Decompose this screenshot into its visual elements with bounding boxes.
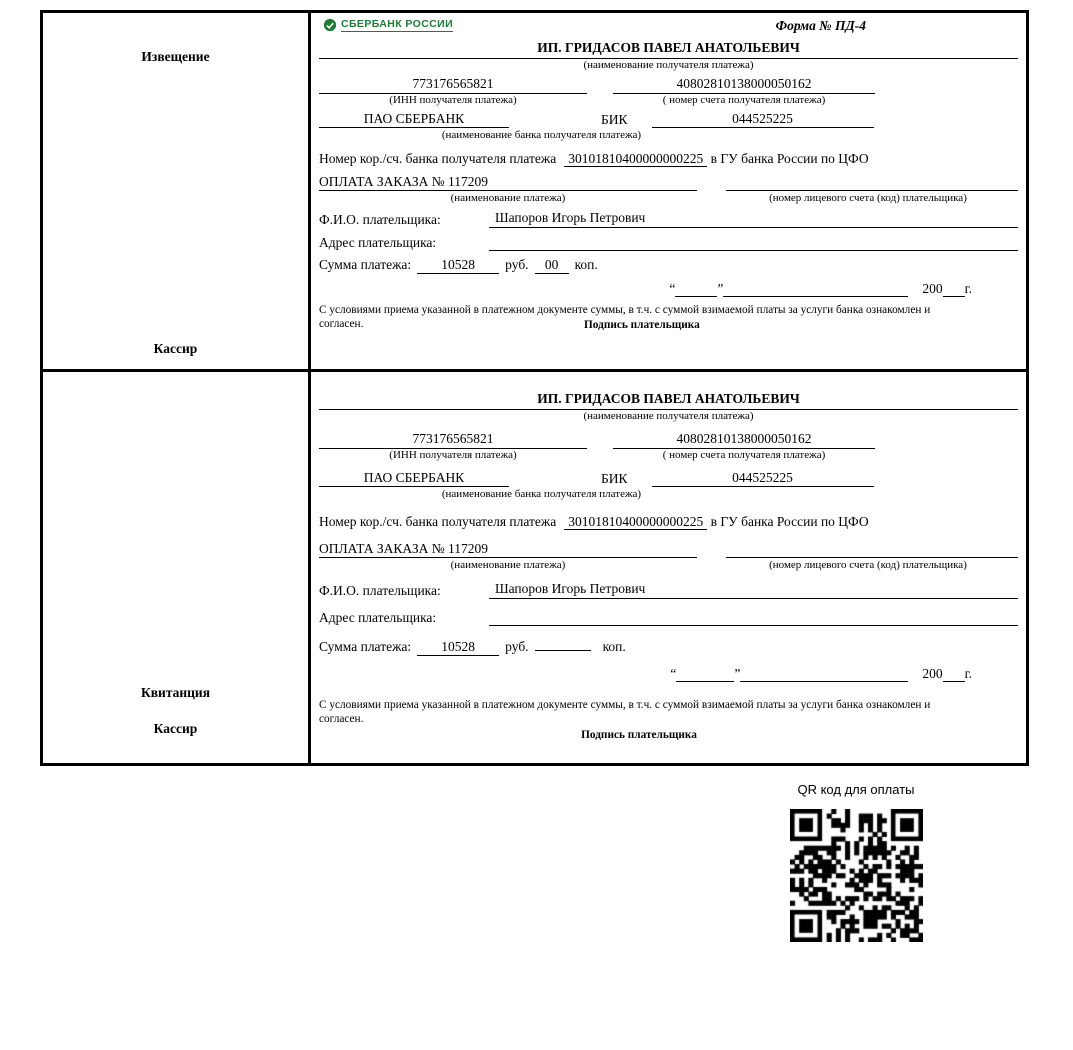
payment-purpose: ОПЛАТА ЗАКАЗА № 117209 <box>319 174 697 191</box>
rub-label: руб. <box>505 638 529 654</box>
payee-name-caption: (наименование получателя платежа) <box>583 410 754 422</box>
payer-fio: Шапоров Игорь Петрович <box>489 210 1018 228</box>
kop-label: коп. <box>602 638 626 654</box>
bank-name: ПАО СБЕРБАНК <box>319 111 509 128</box>
bik-label: БИК <box>601 112 628 128</box>
inn-caption: (ИНН получателя платежа) <box>389 448 517 461</box>
corr-account-number: 30101810400000000225 <box>564 514 707 530</box>
bank-name: ПАО СБЕРБАНК <box>319 470 509 487</box>
account-group <box>613 431 875 462</box>
amount-kopecks: 00 <box>535 257 569 274</box>
year-suffix: г. <box>964 280 972 296</box>
purpose-row <box>319 174 1018 191</box>
year-blank <box>943 282 965 297</box>
qr-code <box>790 809 923 942</box>
rub-label: руб. <box>505 256 529 272</box>
year-prefix: 200 <box>922 665 943 681</box>
notice-label: Извещение <box>141 49 210 64</box>
inn-group <box>319 431 587 462</box>
payee-inn: 773176565821 <box>319 76 587 94</box>
receipt-side-column <box>43 372 311 763</box>
quote-close: ” <box>717 280 724 296</box>
amount-rubles: 10528 <box>417 639 499 656</box>
kopecks-blank <box>535 636 591 651</box>
notice-header-row <box>319 18 1018 39</box>
personal-account-blank <box>726 176 1018 191</box>
corr-suffix: в ГУ банка России по ЦФО <box>710 150 869 166</box>
date-row <box>319 666 972 682</box>
payer-fio-row <box>319 581 1018 599</box>
date-day-blank <box>676 667 734 682</box>
purpose-row <box>319 541 1018 558</box>
payment-purpose: ОПЛАТА ЗАКАЗА № 117209 <box>319 541 697 558</box>
bank-row <box>319 111 1018 128</box>
payee-name-caption: (наименование получателя платежа) <box>583 59 754 71</box>
fio-label: Ф.И.О. плательщика: <box>319 211 441 227</box>
sum-label: Сумма платежа: <box>319 256 412 272</box>
corr-label: Номер кор./сч. банка получателя платежа <box>319 150 557 166</box>
receipt-label: Квитанция <box>140 685 211 700</box>
inn-caption: (ИНН получателя платежа) <box>389 93 517 106</box>
sum-row <box>319 636 1018 656</box>
account-caption: ( номер счета получателя платежа) <box>662 93 826 106</box>
payee-name: ИП. ГРИДАСОВ ПАВЕЛ АНАТОЛЬЕВИЧ <box>319 391 1018 410</box>
purpose-captions-row <box>319 559 1018 572</box>
signature-label: Подпись плательщика <box>581 729 697 742</box>
sum-row <box>319 257 1018 274</box>
year-prefix: 200 <box>922 280 943 296</box>
payee-account: 40802810138000050162 <box>613 431 875 449</box>
payer-fio-row <box>319 210 1018 228</box>
corr-account-number: 30101810400000000225 <box>564 151 707 167</box>
purpose-caption: (наименование платежа) <box>450 191 566 204</box>
inn-account-row <box>319 76 1018 107</box>
date-month-blank <box>740 667 908 682</box>
quote-open: “ <box>670 665 677 681</box>
purpose-captions-row <box>319 192 1018 205</box>
cashier-label: Кассир <box>153 721 198 736</box>
sberbank-logo-text: СБЕРБАНК РОССИИ <box>341 18 454 30</box>
account-caption: ( номер счета получателя платежа) <box>662 448 826 461</box>
date-day-blank <box>675 282 717 297</box>
date-row <box>319 281 972 297</box>
purpose-caption: (наименование платежа) <box>450 558 566 571</box>
payee-inn: 773176565821 <box>319 431 587 449</box>
notice-section <box>43 13 1026 372</box>
payee-account: 40802810138000050162 <box>613 76 875 94</box>
sum-label: Сумма платежа: <box>319 638 412 654</box>
agreement-block <box>319 698 1018 742</box>
personal-account-caption: (номер лицевого счета (код) плательщика) <box>769 558 967 571</box>
personal-account-blank <box>726 543 1018 558</box>
agreement-text: С условиями приема указанной в платежном документе суммы, в т.ч. с суммой взимаемой платы за услуги банка ознакомлен и согласен. <box>319 698 931 726</box>
qr-label: QR код для оплаты <box>797 782 915 797</box>
personal-account-caption: (номер лицевого счета (код) плательщика) <box>769 191 967 204</box>
payer-address-blank <box>489 233 1018 251</box>
qr-block <box>780 782 932 942</box>
notice-form-area <box>311 13 1026 369</box>
corr-suffix: в ГУ банка России по ЦФО <box>710 513 869 529</box>
fio-label: Ф.И.О. плательщика: <box>319 582 441 598</box>
agreement-text: С условиями приема указанной в платежном документе суммы, в т.ч. с суммой взимаемой платы за услуги банка ознакомлен и согласен. <box>319 303 931 331</box>
address-label: Адрес плательщика: <box>319 609 437 625</box>
payee-name: ИП. ГРИДАСОВ ПАВЕЛ АНАТОЛЬЕВИЧ <box>319 40 1018 59</box>
payer-address-row <box>319 608 1018 626</box>
notice-side-column <box>43 13 311 369</box>
corr-label: Номер кор./сч. банка получателя платежа <box>319 513 557 529</box>
account-group <box>613 76 875 107</box>
inn-group <box>319 76 587 107</box>
sberbank-logo-icon <box>323 18 337 32</box>
sberbank-logo <box>323 18 453 32</box>
amount-rubles: 10528 <box>417 257 499 274</box>
year-suffix: г. <box>964 665 972 681</box>
corr-account-row <box>319 514 1018 530</box>
payer-address-row <box>319 233 1018 251</box>
cashier-label: Кассир <box>153 341 198 356</box>
bank-row <box>319 470 1018 487</box>
agreement-block <box>319 303 1018 332</box>
bik-label: БИК <box>601 471 628 487</box>
bik-value: 044525225 <box>652 470 874 487</box>
bank-caption: (наименование банка получателя платежа) <box>441 488 642 501</box>
signature-label: Подпись плательщика <box>584 319 700 332</box>
date-month-blank <box>723 282 908 297</box>
kop-label: коп. <box>574 256 598 272</box>
payer-fio: Шапоров Игорь Петрович <box>489 581 1018 599</box>
bank-caption: (наименование банка получателя платежа) <box>441 129 642 142</box>
corr-account-row <box>319 151 1018 167</box>
inn-account-row <box>319 431 1018 462</box>
receipt-form-area <box>311 372 1026 763</box>
quote-close: ” <box>734 665 741 681</box>
payer-address-blank <box>489 608 1018 626</box>
bik-value: 044525225 <box>652 111 874 128</box>
pd4-document <box>40 10 1029 766</box>
receipt-section <box>43 372 1026 763</box>
year-blank <box>943 667 965 682</box>
form-number: Форма № ПД-4 <box>775 18 866 33</box>
address-label: Адрес плательщика: <box>319 234 437 250</box>
quote-open: “ <box>669 280 676 296</box>
